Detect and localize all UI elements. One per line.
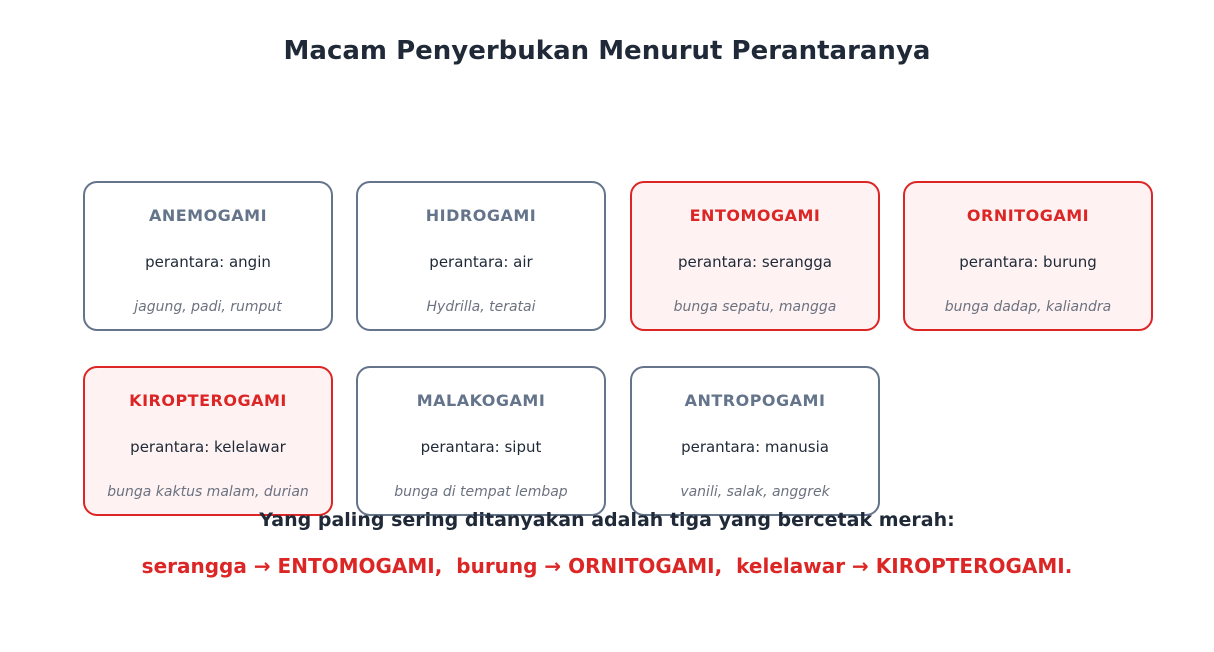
card-name: ENTOMOGAMI (689, 206, 821, 225)
card-agent: perantara: siput (420, 438, 542, 456)
card-examples: bunga dadap, kaliandra (944, 299, 1112, 315)
card-entomogami (630, 181, 880, 331)
card-name: ANEMOGAMI (148, 206, 268, 225)
card-agent: perantara: air (429, 253, 533, 271)
card-name: MALAKOGAMI (416, 391, 546, 410)
note-line-1: Yang paling sering ditanyakan adalah tiga yang bercetak merah: (259, 509, 955, 531)
card-name: ANTROPOGAMI (684, 391, 826, 410)
card-examples: bunga kaktus malam, durian (107, 484, 309, 500)
card-examples: Hydrilla, teratai (426, 299, 536, 315)
card-examples: bunga sepatu, mangga (673, 299, 837, 315)
card-agent: perantara: manusia (681, 438, 829, 456)
card-anemogami (83, 181, 333, 331)
card-examples: bunga di tempat lembap (394, 484, 568, 500)
card-agent: perantara: kelelawar (130, 438, 286, 456)
card-examples: jagung, padi, rumput (134, 299, 282, 315)
card-name: HIDROGAMI (425, 206, 537, 225)
card-name: ORNITOGAMI (966, 206, 1090, 225)
card-agent: perantara: serangga (677, 253, 832, 271)
diagram-title: Macam Penyerbukan Menurut Perantaranya (283, 36, 931, 66)
card-agent: perantara: angin (145, 253, 271, 271)
card-examples: vanili, salak, anggrek (680, 484, 830, 500)
note-line-2: serangga → ENTOMOGAMI, burung → ORNITOGAMI, kelelawar → KIROPTEROGAMI. (141, 554, 1073, 578)
card-antropogami (630, 366, 880, 516)
card-agent: perantara: burung (959, 253, 1097, 271)
card-name: KIROPTEROGAMI (129, 391, 287, 410)
card-malakogami (356, 366, 606, 516)
card-kiropterogami (83, 366, 333, 516)
card-ornitogami (903, 181, 1153, 331)
card-hidrogami (356, 181, 606, 331)
